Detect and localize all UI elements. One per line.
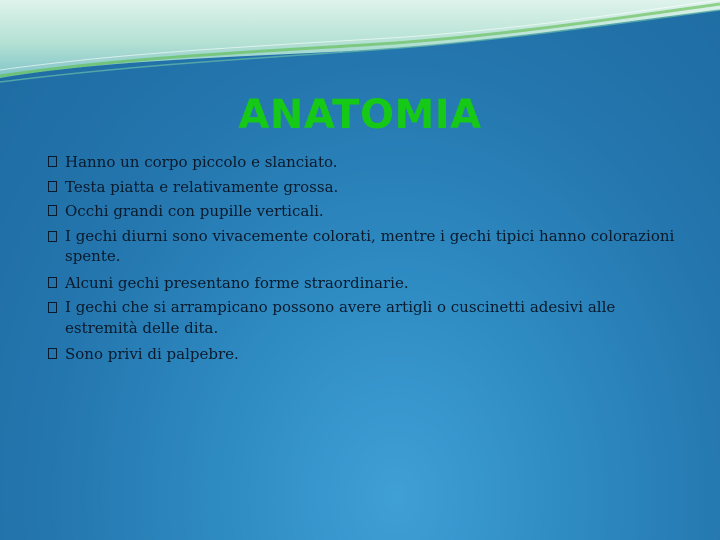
square-bullet-icon xyxy=(48,348,57,359)
square-bullet-icon xyxy=(48,205,57,216)
square-bullet-icon xyxy=(48,181,57,192)
square-bullet-icon xyxy=(48,277,57,288)
bullet-item xyxy=(46,297,686,338)
bullet-list xyxy=(46,150,686,367)
bullet-text: Occhi grandi con pupille verticali. xyxy=(65,202,324,220)
bullet-text: I gechi che si arrampicano possono avere artigli o cuscinetti adesivi alle estremità delle dita. xyxy=(65,298,616,337)
bullet-item xyxy=(46,342,686,367)
top-wave-decoration xyxy=(0,0,720,90)
bullet-text: I gechi diurni sono vivacemente colorati, mentre i gechi tipici hanno colorazioni spente. xyxy=(65,226,675,265)
bullet-item xyxy=(46,150,686,175)
bullet-text: Testa piatta e relativamente grossa. xyxy=(65,177,339,196)
bullet-text: Alcuni gechi presentano forme straordinarie. xyxy=(65,273,409,292)
bullet-item xyxy=(46,271,686,296)
square-bullet-icon xyxy=(48,302,57,313)
square-bullet-icon xyxy=(48,231,57,242)
bullet-item xyxy=(46,175,686,200)
bullet-item xyxy=(46,199,686,224)
bullet-text: Hanno un corpo piccolo e slanciato. xyxy=(65,153,338,171)
square-bullet-icon xyxy=(48,156,57,167)
slide-title: ANATOMIA xyxy=(238,92,482,138)
bullet-item xyxy=(46,226,686,267)
bullet-text: Sono privi di palpebre. xyxy=(65,345,239,363)
